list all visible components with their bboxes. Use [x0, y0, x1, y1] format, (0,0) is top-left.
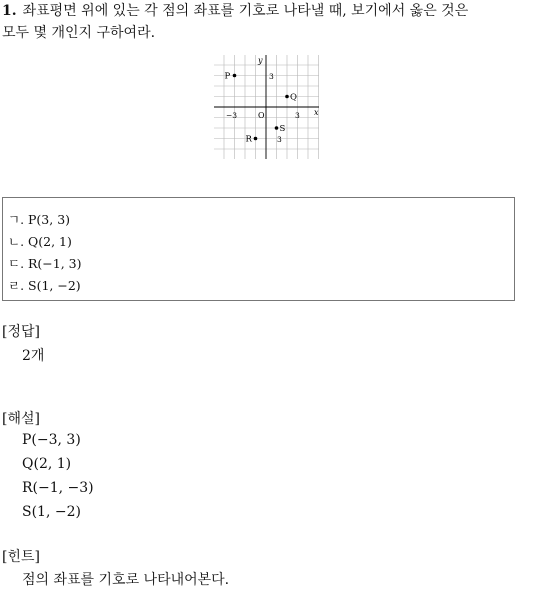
hint-text: 점의 좌표를 기호로 나타내어본다. [22, 572, 230, 588]
coordinate-plane-figure [213, 55, 323, 165]
point-r-label: R [245, 134, 252, 145]
plotted-points [225, 72, 298, 145]
choice-4: ㄹ. S(1, −2) [8, 278, 81, 293]
explanation-line: R(−1, −3) [22, 480, 94, 496]
y-tick-label-negative: 3 [277, 135, 282, 144]
question-line-1 [2, 0, 468, 20]
x-tick-label-positive: 3 [295, 111, 300, 120]
point-p-dot [233, 74, 237, 78]
explanation-line: P(−3, 3) [22, 432, 81, 448]
y-tick-label-positive: 3 [269, 72, 274, 81]
choices-box [2, 197, 515, 301]
point-q-dot [285, 95, 289, 99]
point-q-label: Q [290, 92, 297, 103]
x-tick-label-negative: −3 [226, 111, 238, 120]
question-text-1: 좌표평면 위에 있는 각 점의 좌표를 기호로 나타낼 때, 보기에서 옳은 것은 [22, 3, 469, 19]
explanation-line: Q(2, 1) [22, 456, 72, 472]
answer-label: [정답] [2, 324, 40, 340]
explanation-line: S(1, −2) [22, 504, 81, 520]
question-text-2: 모두 몇 개인지 구하여라. [2, 25, 156, 41]
point-r-dot [254, 137, 258, 141]
choice-1: ㄱ. P(3, 3) [8, 212, 71, 227]
choice-2: ㄴ. Q(2, 1) [8, 234, 72, 249]
point-s-dot [275, 126, 279, 130]
y-axis-label: y [258, 56, 263, 65]
origin-label: O [258, 111, 265, 120]
question-number: 1. [2, 3, 17, 19]
choice-3: ㄷ. R(−1, 3) [8, 256, 82, 271]
point-p-label: P [224, 71, 231, 82]
point-s-label: S [279, 124, 286, 134]
hint-label: [힌트] [2, 549, 40, 565]
x-axis-label: x [314, 108, 319, 117]
explanation-label: [해설] [2, 411, 40, 427]
answer-value: 2개 [22, 348, 45, 364]
